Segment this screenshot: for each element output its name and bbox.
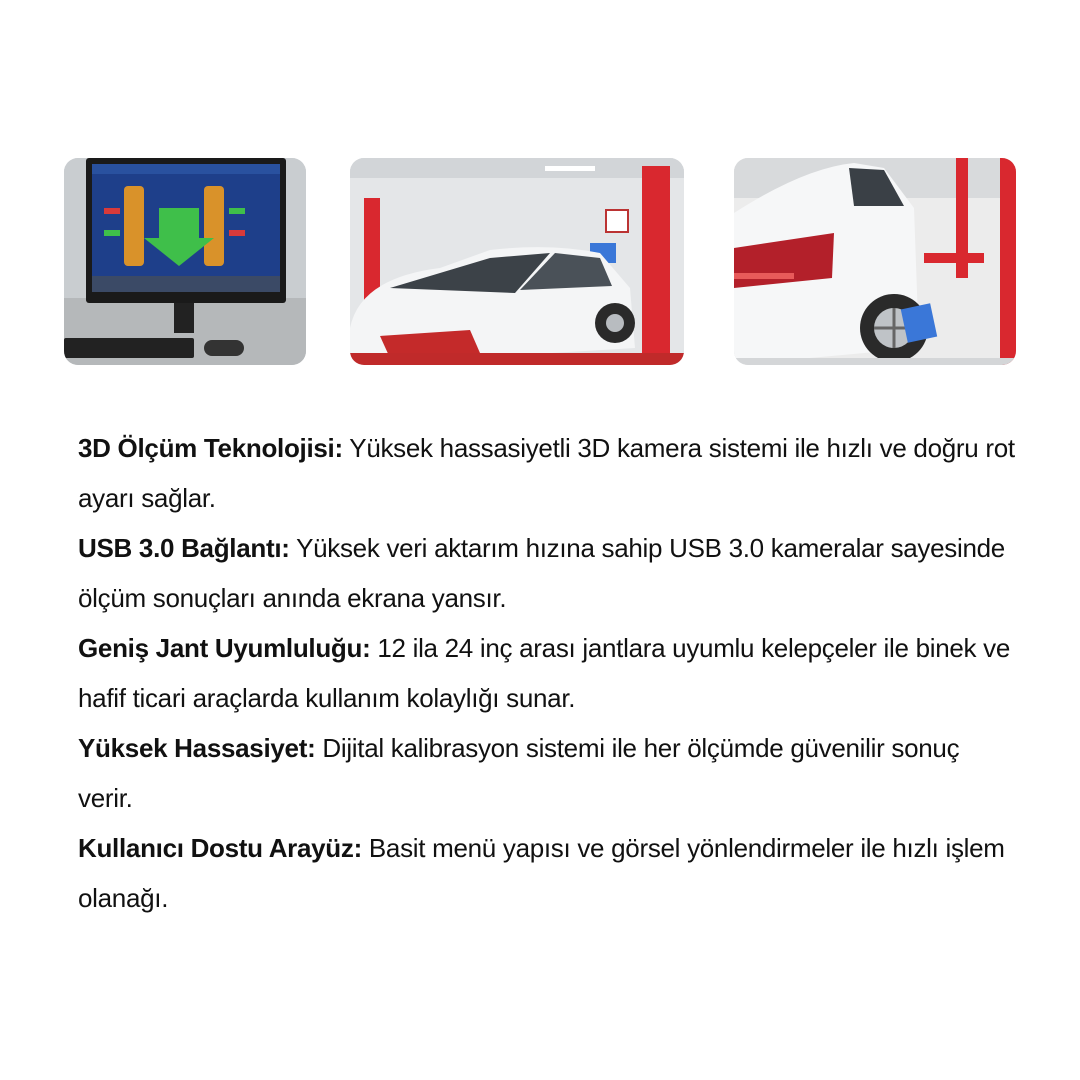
- feature-item: [78, 423, 1018, 523]
- feature-title: 3D Ölçüm Teknolojisi:: [78, 433, 343, 463]
- feature-title: Geniş Jant Uyumluluğu:: [78, 633, 371, 663]
- feature-text: Basit menü yapısı ve görsel yönlendirmeler ile hızlı işlem olanağı.: [78, 833, 1005, 913]
- alignment-software-photo: [64, 158, 306, 365]
- feature-text: 12 ila 24 inç arası jantlara uyumlu kelepçeler ile binek ve hafif ticari araçlarda kullanım kolaylığı sunar.: [78, 633, 1011, 713]
- feature-item: [78, 523, 1018, 623]
- monitor-illustration: [64, 158, 306, 365]
- wheel-clamp-photo: [734, 158, 1016, 365]
- car-on-lift-photo: [350, 158, 684, 365]
- feature-item: [78, 623, 1018, 723]
- feature-title: USB 3.0 Bağlantı:: [78, 533, 290, 563]
- car-lift-illustration: [350, 158, 684, 365]
- feature-item: [78, 723, 1018, 823]
- feature-text: Yüksek hassasiyetli 3D kamera sistemi ile hızlı ve doğru rot ayarı sağlar.: [78, 433, 1015, 513]
- feature-item: [78, 823, 1018, 923]
- feature-text: Yüksek veri aktarım hızına sahip USB 3.0 kameralar sayesinde ölçüm sonuçları anında ekrana yansır.: [78, 533, 1005, 613]
- feature-title: Kullanıcı Dostu Arayüz:: [78, 833, 362, 863]
- feature-text: Dijital kalibrasyon sistemi ile her ölçümde güvenilir sonuç verir.: [78, 733, 960, 813]
- feature-list: [78, 423, 1018, 923]
- wheel-clamp-illustration: [734, 158, 1016, 365]
- feature-title: Yüksek Hassasiyet:: [78, 733, 316, 763]
